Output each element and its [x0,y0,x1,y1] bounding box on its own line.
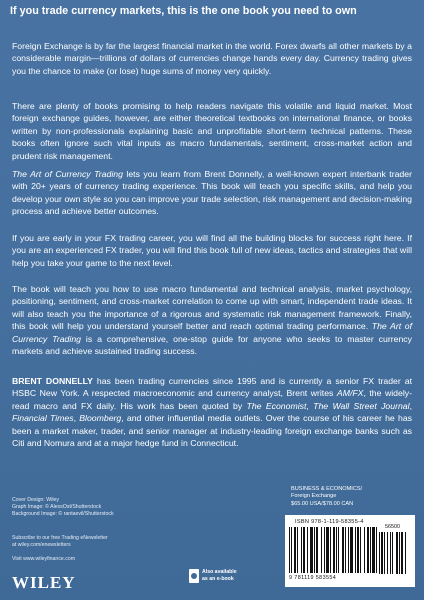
background-image-credit: Background Image: © rantaevil/Shutterstock [12,511,114,518]
newsletter-note [12,535,212,549]
price-code: 56500 [385,524,400,530]
paragraph-market-books [12,100,412,162]
website-note: Visit www.wileyfinance.com [12,556,76,562]
author-bio [12,375,412,449]
headline: If you trade currency markets, this is the one book you need to own [10,5,357,17]
ean-barcode [289,527,377,575]
paragraph-audience-text: If you are early in your FX trading career, you will find all the building blocks for success right here. If you are an experienced FX trader, you will find this book full of new ideas, tactics and strategies that will help you take your game to the next level. [12,233,412,268]
barcode-number: 9 781119 583554 [289,575,337,581]
cover-design-credit: Cover Design: Wiley [12,497,59,503]
author-bio-text [12,375,412,449]
book-title-italic-2: The Art of Currency Trading [12,321,412,344]
paragraph-book-summary [12,168,412,218]
book-title-italic: The Art of Currency Trading [12,169,123,179]
paragraph-book-summary-text [12,168,412,218]
ft-title: Financial Times [12,413,74,424]
ebook-icon [189,569,199,583]
isbn-label: ISBN 978-1-119-58355-4 [295,519,364,525]
barcode-box [285,515,415,587]
wsj-title: The Wall Street Journal [313,400,410,411]
bio-sep-3: , [73,413,80,424]
economist-title: The Economist [246,400,307,411]
paragraph-intro-text: Foreign Exchange is by far the largest financial market in the world. Forex dwarfs all other markets by a considerable margin—trillions of dollars of currencies change hands every day. Currency trading gives you the chance to make (or lose) huge sums of money very quickly. [12,41,412,76]
learn-text-b: is a comprehensive, one-stop guide for anyone who seeks to master currency markets and achieve sustained trading success. [12,333,412,357]
ebook-text [202,569,237,582]
newsletter-line-1: Subscribe to our free Trading eNewsletter [12,535,108,541]
paragraph-what-you-learn [12,283,412,357]
paragraph-intro [12,40,412,77]
category-and-price [291,486,411,508]
bio-sep-2: , [409,400,412,411]
ebook-line-1: Also available [202,569,237,575]
bio-text-b: , the widely-read macro and FX daily. His work has been quoted by [12,388,412,411]
author-name: BRENT DONNELLY [12,376,93,386]
ebook-line-2: as an e-book [202,575,234,582]
bio-text-c: , and other influential media outlets. Over the course of his career he has been a market maker, trader, and senior manager at industry-leading foreign exchange banks such as Citi and Nomura and at a major hedge fund in Connecticut. [12,413,412,449]
paragraph-what-you-learn-text [12,283,412,357]
graph-image-credit: Graph Image: © AlexsOst/Shutterstock [12,504,102,511]
newsletter-line-2: at wiley.com/enewsletters [12,542,71,549]
book-summary-text: lets you learn from Brent Donnelly, a well-known expert interbank trader with 20+ years of currency trading experience. This book will teach you specific skills, and help you develop your own style so you can improve your trade selection, risk management and decision-making process and achieve better outcomes. [12,169,412,217]
ebook-badge [189,567,249,587]
price: $65.00 USA/$78.00 CAN [291,500,354,507]
paragraph-market-books-text: There are plenty of books promising to help readers navigate this volatile and liquid market. Most foreign exchange guides, however, are either theoretical textbooks on international finance, or books written by non-professionals explaining basic and unprofitable short-term technical patterns. These books often ignore such vital inputs as macro fundamentals, sentiment, cross-market action and prudent risk management. [12,101,412,161]
bio-text-a: has been trading currencies since 1995 and is currently a senior FX trader at HSBC New York. A respected macroeconomic and currency analyst, Brent writes [12,376,412,399]
learn-text-a: The book will teach you how to use macro fundamental and technical analysis, market psychology, positioning, sentiment, and cross-market correlation to come up with smart, independent trade ideas. It will also teach you the importance of a rigorous and systematic risk management framework. Finally, this book will help you understand yourself better and reach optimal trading performance. [12,284,412,332]
image-credits [12,497,212,519]
bio-sep-1: , [306,400,314,411]
amfx-title: AM/FX [336,388,364,399]
paragraph-audience [12,232,412,269]
category-line-1: BUSINESS & ECONOMICS/ [291,486,363,492]
category-line-2: Foreign Exchange [291,493,337,500]
price-barcode [379,532,411,574]
wiley-logo: WILEY [12,573,76,592]
bloomberg-title: Bloomberg [79,413,122,424]
